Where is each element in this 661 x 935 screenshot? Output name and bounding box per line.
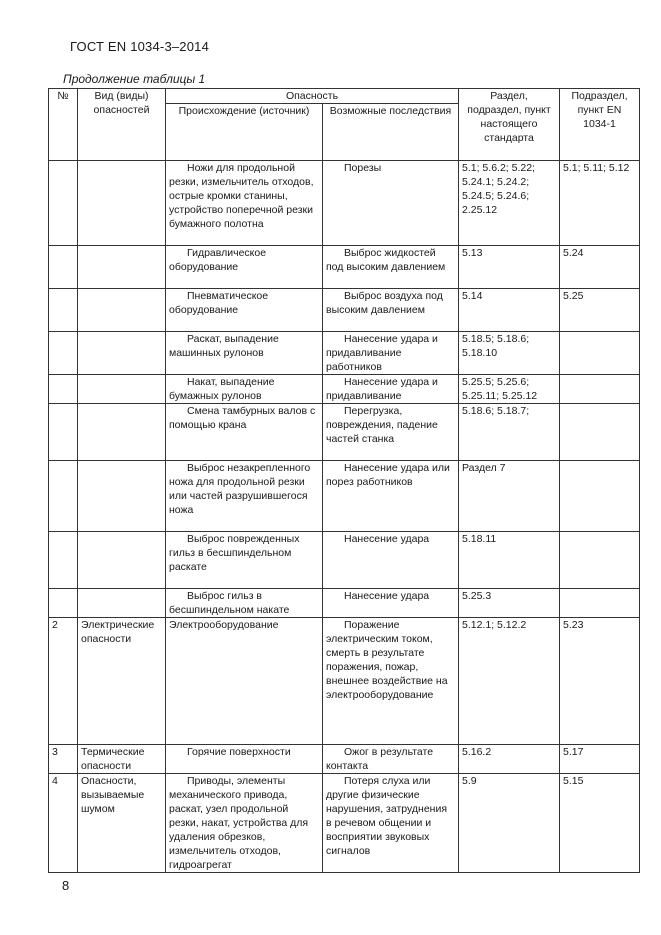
- consequences-cell: Выброс жидкостей под высоким давлением: [323, 246, 459, 289]
- hazard-origin-cell: Выброс гильз в бесшпиндельном накате: [166, 589, 323, 618]
- hazard-type-cell: [78, 161, 166, 246]
- table-row: [49, 589, 640, 618]
- table-row: [49, 461, 640, 532]
- consequences-cell: Нанесение удара и придавливание: [323, 375, 459, 404]
- hazard-type-cell: [78, 289, 166, 332]
- subsection-ref-cell: [560, 461, 640, 532]
- header-consequences: Возможные последствия: [323, 104, 459, 161]
- table-caption: Продолжение таблицы 1: [63, 72, 206, 86]
- table-row: [49, 375, 640, 404]
- subsection-ref-cell: 5.25: [560, 289, 640, 332]
- header-subsection: Подраздел, пункт EN 1034-1: [560, 89, 640, 161]
- hazard-type-cell: Опасности, вызываемые шумом: [78, 774, 166, 873]
- row-number-cell: [49, 589, 78, 618]
- consequences-cell: Выброс воздуха под высоким давлением: [323, 289, 459, 332]
- section-ref-cell: 5.12.1; 5.12.2: [459, 618, 560, 745]
- header-hazard: Опасность: [166, 89, 459, 104]
- table-row: [49, 745, 640, 774]
- table-row: [49, 246, 640, 289]
- row-number-cell: [49, 532, 78, 589]
- hazard-origin-cell: Выброс поврежденных гильз в бесшпиндельном раскате: [166, 532, 323, 589]
- hazard-type-cell: [78, 461, 166, 532]
- table-row: [49, 161, 640, 246]
- header-num: №: [49, 89, 78, 161]
- consequences-cell: Потеря слуха или другие физические нарушения, затруднения в речевом общении и восприятии звуковых сигналов: [323, 774, 459, 873]
- table-row: [49, 774, 640, 873]
- document-header: ГОСТ EN 1034-3–2014: [70, 39, 210, 54]
- row-number-cell: [49, 332, 78, 375]
- consequences-cell: Поражение электрическим током, смерть в результате поражения, пожар, внешнее воздействие на электрооборудование: [323, 618, 459, 745]
- consequences-cell: Нанесение удара или порез работников: [323, 461, 459, 532]
- hazard-type-cell: Электрические опасности: [78, 618, 166, 745]
- section-ref-cell: 5.25.5; 5.25.6; 5.25.11; 5.25.12: [459, 375, 560, 404]
- subsection-ref-cell: 5.23: [560, 618, 640, 745]
- hazards-table: [48, 88, 640, 873]
- hazard-origin-cell: Горячие поверхности: [166, 745, 323, 774]
- consequences-cell: Нанесение удара: [323, 589, 459, 618]
- row-number-cell: [49, 161, 78, 246]
- consequences-cell: Нанесение удара и придавливание работников: [323, 332, 459, 375]
- section-ref-cell: 5.16.2: [459, 745, 560, 774]
- table-row: [49, 332, 640, 375]
- hazard-type-cell: [78, 589, 166, 618]
- hazard-type-cell: Термические опасности: [78, 745, 166, 774]
- subsection-ref-cell: [560, 589, 640, 618]
- section-ref-cell: 5.18.6; 5.18.7;: [459, 404, 560, 461]
- consequences-cell: Перегрузка, повреждения, падение частей станка: [323, 404, 459, 461]
- section-ref-cell: Раздел 7: [459, 461, 560, 532]
- row-number-cell: [49, 461, 78, 532]
- subsection-ref-cell: [560, 532, 640, 589]
- hazard-origin-cell: Электрооборудование: [166, 618, 323, 745]
- section-ref-cell: 5.14: [459, 289, 560, 332]
- hazard-type-cell: [78, 532, 166, 589]
- section-ref-cell: 5.13: [459, 246, 560, 289]
- hazard-origin-cell: Пневматическое оборудование: [166, 289, 323, 332]
- section-ref-cell: 5.18.5; 5.18.6; 5.18.10: [459, 332, 560, 375]
- row-number-cell: [49, 375, 78, 404]
- row-number-cell: 2: [49, 618, 78, 745]
- row-number-cell: 3: [49, 745, 78, 774]
- consequences-cell: Порезы: [323, 161, 459, 246]
- table-row: [49, 532, 640, 589]
- hazard-origin-cell: Ножи для продольной резки, измельчитель отходов, острые кромки станины, устройство поперечной резки бумажного полотна: [166, 161, 323, 246]
- page-number: 8: [62, 878, 70, 893]
- section-ref-cell: 5.25.3: [459, 589, 560, 618]
- consequences-cell: Нанесение удара: [323, 532, 459, 589]
- section-ref-cell: 5.9: [459, 774, 560, 873]
- hazard-type-cell: [78, 404, 166, 461]
- subsection-ref-cell: 5.24: [560, 246, 640, 289]
- header-hazard-type: Вид (виды) опасностей: [78, 89, 166, 161]
- header-section: Раздел, подраздел, пункт настоящего стандарта: [459, 89, 560, 161]
- row-number-cell: [49, 404, 78, 461]
- row-number-cell: 4: [49, 774, 78, 873]
- subsection-ref-cell: [560, 332, 640, 375]
- hazard-origin-cell: Смена тамбурных валов с помощью крана: [166, 404, 323, 461]
- row-number-cell: [49, 246, 78, 289]
- consequences-cell: Ожог в результате контакта: [323, 745, 459, 774]
- section-ref-cell: 5.18.11: [459, 532, 560, 589]
- header-origin: Происхождение (источник): [166, 104, 323, 161]
- subsection-ref-cell: 5.15: [560, 774, 640, 873]
- subsection-ref-cell: [560, 375, 640, 404]
- hazard-origin-cell: Накат, выпадение бумажных рулонов: [166, 375, 323, 404]
- hazard-type-cell: [78, 246, 166, 289]
- subsection-ref-cell: 5.17: [560, 745, 640, 774]
- row-number-cell: [49, 289, 78, 332]
- hazard-origin-cell: Раскат, выпадение машинных рулонов: [166, 332, 323, 375]
- hazard-type-cell: [78, 332, 166, 375]
- subsection-ref-cell: 5.1; 5.11; 5.12: [560, 161, 640, 246]
- subsection-ref-cell: [560, 404, 640, 461]
- table-row: [49, 618, 640, 745]
- hazard-type-cell: [78, 375, 166, 404]
- hazard-origin-cell: Приводы, элементы механического привода, раскат, узел продольной резки, накат, устройства для удаления обрезков, измельчитель отходов, гидроагрегат: [166, 774, 323, 873]
- hazard-origin-cell: Гидравлическое оборудование: [166, 246, 323, 289]
- table-row: [49, 404, 640, 461]
- table-row: [49, 289, 640, 332]
- hazard-origin-cell: Выброс незакрепленного ножа для продольной резки или частей разрушившегося ножа: [166, 461, 323, 532]
- section-ref-cell: 5.1; 5.6.2; 5.22; 5.24.1; 5.24.2; 5.24.5; 5.24.6; 2.25.12: [459, 161, 560, 246]
